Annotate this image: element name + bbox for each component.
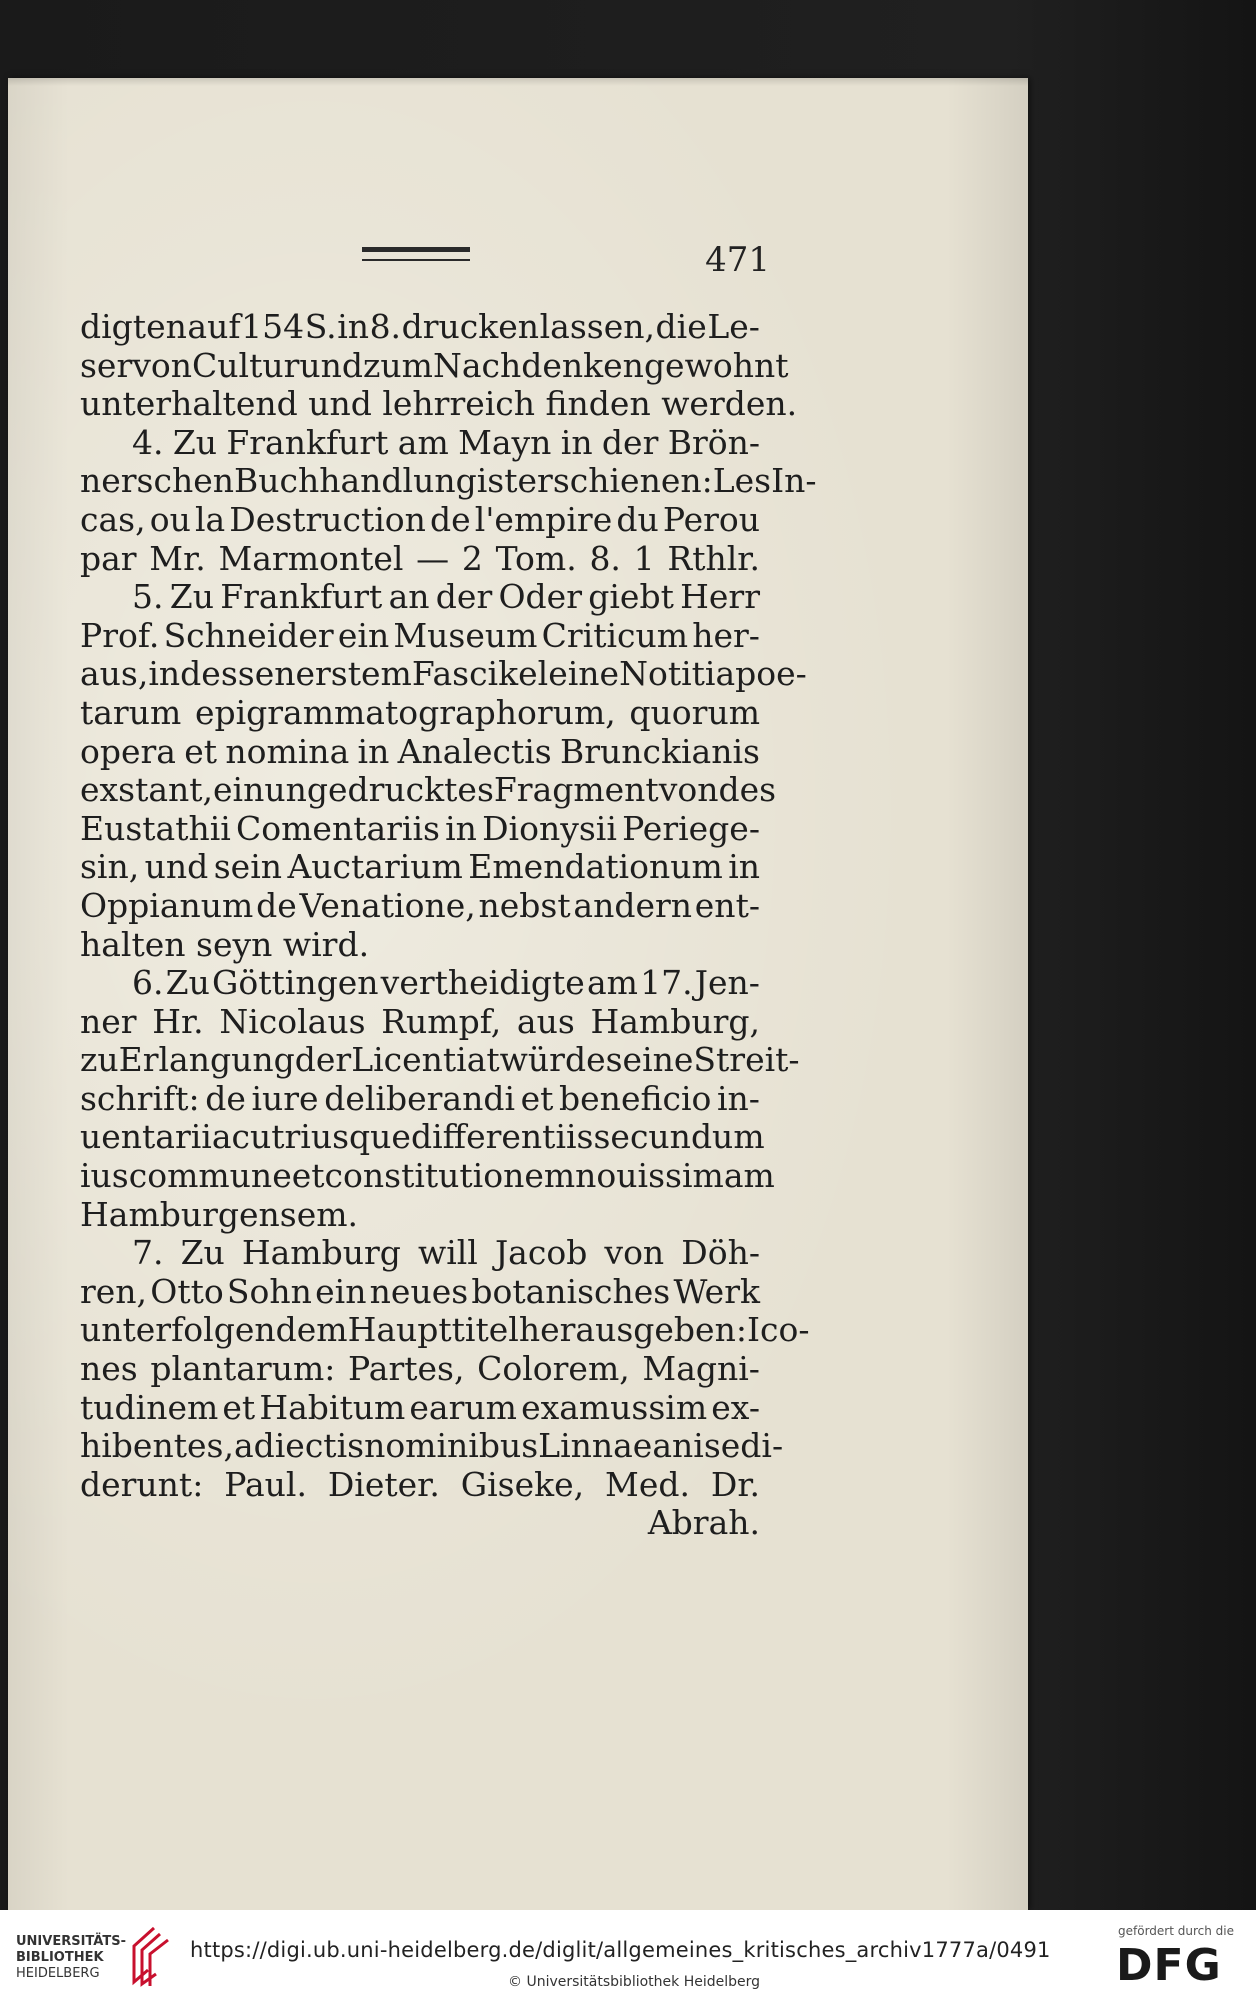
text-word: Döh- (681, 1233, 760, 1273)
text-word: Museum (393, 615, 538, 655)
text-word: uentarii (80, 1117, 212, 1157)
text-word: Hamburg, (590, 1001, 760, 1041)
text-word: epigrammatographorum, (194, 692, 616, 732)
text-word: Notitia (619, 654, 736, 694)
text-line (80, 926, 760, 965)
text-word: Linnaeanis (538, 1426, 721, 1466)
library-logo[interactable] (16, 1934, 126, 1982)
text-word: tarum (80, 692, 182, 732)
text-word: ein (213, 770, 265, 810)
text-word: utriusque (250, 1117, 411, 1157)
text-word: Periege- (622, 808, 760, 848)
text-word: nomina (225, 731, 350, 771)
text-word: andern (573, 885, 693, 925)
text-word: Auctarium (287, 847, 463, 887)
text-word: differentiis (410, 1117, 594, 1157)
text-line (80, 308, 760, 347)
text-word: Otto (150, 1271, 224, 1311)
text-word: digten (80, 307, 187, 346)
text-word: auf (187, 307, 241, 346)
text-word: Tom. (495, 538, 577, 578)
text-word: Streit- (693, 1040, 800, 1080)
library-logo-line: UNIVERSITÄTS- (16, 1934, 126, 1949)
text-word: Nicolaus (219, 1001, 366, 1041)
text-word: et (520, 1078, 554, 1118)
text-line (80, 770, 777, 810)
text-word: Jacob (494, 1233, 588, 1273)
text-word: ein (315, 1271, 367, 1311)
text-line (80, 1117, 765, 1157)
text-word: vertheidigte (380, 963, 585, 1003)
text-word: der (601, 422, 659, 462)
text-word: nebst (478, 885, 571, 925)
text-word: Göttingen (212, 963, 379, 1003)
text-line (80, 578, 760, 617)
text-word: nes (80, 1349, 138, 1389)
text-word: 1 (633, 538, 655, 578)
text-word: Hamburg (241, 1233, 401, 1273)
text-word: constitutionem (324, 1156, 576, 1196)
text-word: sein (213, 847, 283, 887)
text-line (80, 810, 760, 849)
text-word: Rthlr. (667, 538, 760, 578)
text-line (80, 1156, 775, 1196)
text-word: Analectis (397, 731, 552, 771)
text-word: et (184, 731, 218, 771)
text-word: de (256, 885, 297, 925)
text-line (80, 461, 817, 501)
text-word: Oppianum (80, 885, 254, 925)
text-word: 17. (640, 963, 693, 1003)
text-word: der (435, 577, 493, 617)
text-word: Werk (673, 1271, 760, 1311)
text-word: Mr. (149, 538, 206, 578)
text-line (80, 1350, 760, 1389)
text-word: Destruction (229, 499, 426, 539)
header-rule (362, 247, 470, 261)
text-line (80, 733, 760, 772)
text-word: Dr. (710, 1464, 760, 1504)
text-word: neues (369, 1271, 469, 1311)
text-word: folgendem (171, 1310, 348, 1350)
text-word: Mayn (458, 422, 552, 462)
text-word: Frankfurt (220, 577, 383, 617)
text-word: ist (476, 461, 518, 501)
text-word: Sohn (226, 1271, 312, 1311)
text-word: botanisches (471, 1271, 671, 1311)
text-word: adiectis (233, 1426, 365, 1466)
viewer-footer (0, 1910, 1256, 2002)
page-number: 471 (705, 240, 770, 280)
text-word: quorum (629, 692, 760, 732)
text-line (80, 694, 760, 733)
text-line (80, 1273, 760, 1312)
text-word: in (357, 731, 390, 771)
text-word: von (132, 345, 193, 385)
text-word: S. (304, 307, 337, 346)
text-word: aus (516, 1001, 575, 1041)
text-word: de (430, 499, 471, 539)
text-word: in (148, 654, 181, 694)
text-word: die (655, 307, 707, 346)
text-word: 2 (461, 538, 483, 578)
text-word: Emendationum (468, 847, 723, 887)
text-word: derunt: (80, 1464, 204, 1504)
text-word: iure (251, 1078, 319, 1118)
text-word: in (445, 808, 477, 848)
text-word: Perou (662, 499, 760, 539)
text-word: dessen (180, 654, 296, 694)
page-edge-shadow (8, 78, 1028, 86)
text-word: Frankfurt (226, 422, 389, 462)
text-word: nerschen (80, 461, 235, 501)
text-word: Comentariis (236, 808, 440, 848)
text-line (80, 848, 760, 887)
text-word: 5. (132, 577, 164, 617)
text-word: des (718, 770, 777, 810)
text-word: eine (548, 654, 620, 694)
text-line (80, 501, 760, 540)
text-word: 154 (241, 307, 305, 346)
text-word: — (416, 538, 450, 578)
text-word: et (222, 1387, 256, 1427)
text-word: cas, (80, 499, 146, 539)
text-line (80, 1003, 760, 1042)
text-word: Zu (180, 1233, 225, 1273)
text-word: in- (717, 1078, 760, 1118)
text-word: examussim (521, 1387, 708, 1427)
text-word: schrift: (80, 1078, 200, 1118)
dfg-logo[interactable]: DFG (1116, 1940, 1222, 1991)
text-word: Oder (498, 577, 582, 617)
text-line-content: unterhaltend und lehrreich finden werden. (80, 384, 798, 424)
text-word: sin, (80, 847, 140, 887)
text-word: Zu (172, 422, 218, 462)
text-line (80, 964, 760, 1003)
text-word: Zu (165, 963, 210, 1003)
text-word: Dionysii (482, 808, 617, 848)
text-word: giebt (588, 577, 674, 617)
text-word: Nachdenken (432, 345, 644, 385)
text-word: plantarum: (150, 1349, 336, 1389)
text-line-content: halten seyn wird. (80, 924, 370, 964)
text-word: Marmontel (218, 538, 404, 578)
text-word: Paul. (224, 1464, 307, 1504)
funding-note: gefördert durch die (1118, 1924, 1234, 1938)
text-word: Zu (169, 577, 214, 617)
text-word: her- (692, 615, 760, 655)
text-word: Herr (680, 577, 760, 617)
text-word: ent- (694, 885, 760, 925)
text-word: Med. (605, 1464, 690, 1504)
text-line (80, 1504, 760, 1543)
text-word: Giseke, (460, 1464, 585, 1504)
text-word: Buchhandlung (234, 461, 477, 501)
text-word: Rumpf, (381, 1001, 502, 1041)
text-word: ungedrucktes (264, 770, 494, 810)
text-word: Jen- (694, 963, 760, 1003)
text-word: du (616, 499, 659, 539)
text-line (80, 1389, 760, 1428)
library-logo-line: BIBLIOTHEK (16, 1950, 104, 1965)
text-word: 4. (132, 422, 164, 462)
permalink-url[interactable]: https://digi.ub.uni-heidelberg.de/diglit/allgemeines_kritisches_archiv1777a/0491 (190, 1938, 1051, 1962)
text-word: drucken (401, 307, 540, 346)
text-line (80, 1426, 784, 1466)
text-word: deliberandi (324, 1078, 516, 1118)
text-word: erstem (295, 654, 412, 694)
text-word: in (728, 847, 760, 887)
text-word: ner (80, 1001, 137, 1041)
text-word: nominibus (364, 1426, 539, 1466)
text-word: Hr. (152, 1001, 204, 1041)
library-logo-line: HEIDELBERG (16, 1966, 100, 1981)
text-word: von (658, 770, 719, 810)
text-word: Le- (707, 307, 760, 346)
text-word: ius (80, 1156, 129, 1196)
text-line (80, 1466, 760, 1505)
text-word: Haupttitel (347, 1310, 519, 1350)
text-line (80, 654, 807, 694)
text-word: am (397, 422, 449, 462)
text-word: ser (80, 345, 133, 385)
text-word: Partes, (348, 1349, 465, 1389)
text-word: opera (80, 731, 176, 771)
text-word: Ico- (746, 1310, 810, 1350)
text-word: seine (605, 1040, 694, 1080)
text-word: Prof. (80, 615, 160, 655)
text-word: in (337, 307, 369, 346)
text-word: edi- (720, 1426, 784, 1466)
text-word: In- (771, 461, 817, 501)
text-word: in (560, 422, 593, 462)
text-word: am (586, 963, 638, 1003)
text-word: an (388, 577, 430, 617)
text-word: ex- (711, 1387, 760, 1427)
text-word: gewohnt (643, 345, 789, 385)
text-word: Dieter. (327, 1464, 440, 1504)
text-word: hibentes, (80, 1426, 234, 1466)
text-word: l'empire (474, 499, 613, 539)
text-word: will (417, 1233, 478, 1273)
text-word: Cultur (192, 345, 300, 385)
text-word: lassen, (539, 307, 655, 346)
text-word: Venatione, (299, 885, 476, 925)
text-line (80, 540, 760, 579)
text-word: ein (337, 615, 390, 655)
page-body-text (80, 307, 817, 1543)
text-word: unter (80, 1310, 172, 1350)
text-word: aus, (80, 654, 149, 694)
library-mark-icon (124, 1924, 176, 1988)
text-word: Brunckianis (559, 731, 760, 771)
text-line-content: Abrah. (647, 1503, 760, 1543)
text-word: Fragment (493, 770, 659, 810)
text-line (80, 1234, 760, 1273)
text-word: commune (128, 1156, 292, 1196)
text-word: ac (211, 1117, 251, 1157)
text-word: von (604, 1233, 665, 1273)
text-word: exstant, (80, 770, 214, 810)
text-word: Criticum (541, 615, 689, 655)
text-word: tudinem (80, 1387, 219, 1427)
text-line-content: Hamburgensem. (80, 1194, 359, 1234)
text-word: beneficio (559, 1078, 712, 1118)
text-word: 6. (132, 963, 164, 1003)
text-word: zum (363, 345, 433, 385)
text-word: erschienen: (517, 461, 713, 501)
text-line (80, 887, 760, 926)
text-word: earum (409, 1387, 517, 1427)
text-line (80, 424, 760, 463)
text-word: par (80, 538, 137, 578)
copyright-notice: © Universitätsbibliothek Heidelberg (508, 1974, 761, 1990)
text-line (80, 1196, 760, 1235)
text-word: Magni- (642, 1349, 760, 1389)
text-word: herausgeben: (518, 1310, 747, 1350)
text-word: poe- (735, 654, 807, 694)
text-line (80, 345, 789, 386)
text-word: ou (149, 499, 191, 539)
text-word: nouissimam (575, 1156, 775, 1196)
text-word: Erlangung (118, 1040, 295, 1080)
text-word: ren, (80, 1271, 148, 1311)
text-word: 8. (369, 307, 402, 346)
text-line (80, 384, 798, 424)
text-line (80, 1040, 800, 1080)
text-word: 7. (132, 1233, 164, 1273)
text-word: zu (80, 1040, 119, 1080)
text-word: la (194, 499, 226, 539)
text-word: und (144, 847, 209, 887)
text-word: Brön- (667, 422, 760, 462)
text-word: Colorem, (477, 1349, 630, 1389)
text-word: Schneider (163, 615, 334, 655)
text-line (80, 1310, 810, 1350)
text-word: Habitum (259, 1387, 406, 1427)
text-line (80, 617, 760, 656)
text-word: und (299, 345, 364, 385)
text-line (80, 1080, 760, 1119)
text-word: Fascikel (411, 654, 549, 694)
text-word: Licentiatwürde (351, 1040, 606, 1080)
text-word: de (205, 1078, 246, 1118)
text-word: secundum (593, 1117, 765, 1157)
text-word: Eustathii (80, 808, 231, 848)
text-word: der (294, 1040, 352, 1080)
text-word: et (291, 1156, 325, 1196)
text-word: 8. (589, 538, 621, 578)
text-word: Les (712, 461, 772, 501)
